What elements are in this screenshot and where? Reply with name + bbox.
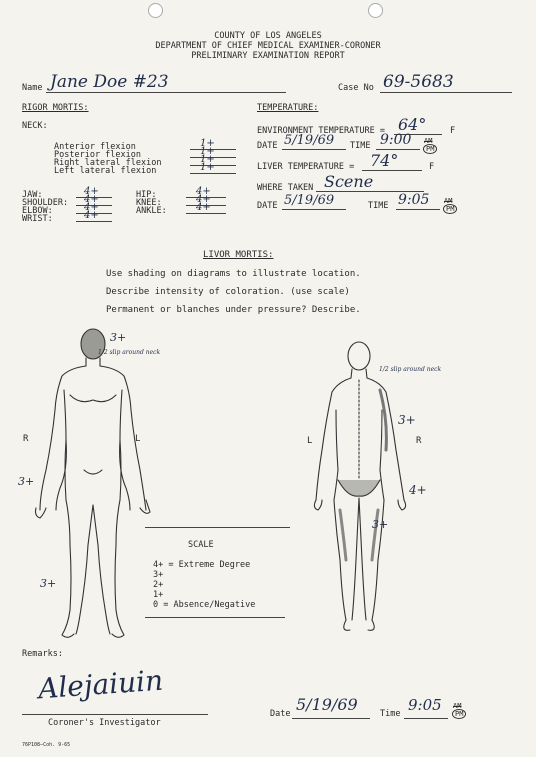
back-buttock-shading [338,480,380,496]
scale-row-4: 4+ = Extreme Degree [153,560,251,570]
livor-instruction-2: Describe intensity of coloration. (use scale) [106,287,350,297]
front-arm-note: 3+ [18,475,35,488]
neck-anterior-value: 1+ [200,138,215,149]
livor-title: LIVOR MORTIS: [203,250,274,260]
livor-instruction-3: Permanent or blanches under pressure? Describe. [106,305,361,315]
neck-right-lateral-label: Right lateral flexion [54,158,162,168]
liver-temp-label: LIVER TEMPERATURE = [257,162,355,172]
knee-label: KNEE: [136,198,162,208]
elbow-value: 4+ [84,202,99,213]
env-temp-unit: F [450,126,456,136]
time1-am: AM [424,137,433,145]
back-neck-note: 1/2 slip around neck [379,366,442,373]
time2-pm: PM [443,204,457,214]
scale-row-1: 1+ [153,590,164,600]
footer-am: AM [453,702,462,710]
knee-value: 4+ [196,194,211,205]
neck-label: NECK: [22,121,48,131]
where-taken-label: WHERE TAKEN [257,183,314,193]
footer-date-label: Date [270,709,291,719]
neck-right-lateral-value: 1+ [200,154,215,165]
scale-row-3: 3+ [153,570,164,580]
back-back-note: 3+ [398,413,416,427]
time1-pm: PM [423,144,437,154]
name-value: Jane Doe #23 [50,72,169,92]
time2-label: TIME [368,201,389,211]
ankle-label: ANKLE: [136,206,167,216]
header-department: DEPARTMENT OF CHIEF MEDICAL EXAMINER-CORONER [155,41,381,51]
env-temp-value: 64° [398,115,427,134]
front-head-note: 3+ [110,331,127,344]
rigor-title: RIGOR MORTIS: [22,103,89,113]
front-l-label: L [135,434,141,444]
livor-instruction-1: Use shading on diagrams to illustrate location. [106,269,361,279]
date1-label: DATE [257,141,278,151]
time2-value: 9:05 [398,192,430,208]
investigator-signature: Alejaiuin [37,663,165,706]
where-taken-value: Scene [324,172,374,191]
elbow-label: ELBOW: [22,206,53,216]
jaw-label: JAW: [22,190,43,200]
case-value: 69-5683 [383,72,454,92]
wrist-value: 4+ [84,210,99,221]
shoulder-label: SHOULDER: [22,198,69,208]
footer-time-label: Time [380,709,401,719]
neck-posterior-value: 1+ [200,146,215,157]
neck-left-lateral-value: 1+ [200,162,215,173]
liver-temp-unit: F [429,162,435,172]
scale-title: SCALE [188,540,214,550]
hip-label: HIP: [136,190,157,200]
hip-value: 4+ [196,186,211,197]
front-neck-note: 1/2 slip around neck [98,349,161,356]
front-r-label: R [23,434,29,444]
liver-temp-value: 74° [370,151,399,170]
scale-row-0: 0 = Absence/Negative [153,600,256,610]
date2-label: DATE [257,201,278,211]
name-label: Name [22,83,43,93]
form-code: 76P108—Coh. 9-65 [22,742,71,748]
date1-value: 5/19/69 [284,133,335,148]
footer-date-value: 5/19/69 [296,695,358,714]
back-r-label: R [416,436,422,446]
remarks-label: Remarks: [22,649,63,659]
header-county: COUNTY OF LOS ANGELES [214,31,322,41]
time1-label: TIME [350,141,371,151]
env-temp-label: ENVIRONMENT TEMPERATURE = [257,126,385,136]
investigator-label: Coroner's Investigator [48,718,161,728]
back-l-label: L [307,436,313,446]
time1-value: 9:00 [380,132,412,148]
neck-left-lateral-label: Left lateral flexion [54,166,157,176]
wrist-label: WRIST: [22,214,53,224]
date2-value: 5/19/69 [284,193,335,208]
footer-time-value: 9:05 [408,696,442,714]
header-report-title: PRELIMINARY EXAMINATION REPORT [191,51,345,61]
shoulder-value: 4+ [84,194,99,205]
time2-am: AM [444,197,453,205]
back-thigh-note: 3+ [372,518,389,531]
front-leg-note: 3+ [40,577,57,590]
neck-anterior-label: Anterior flexion [54,142,136,152]
case-label: Case No [338,83,374,93]
ankle-value: 4+ [196,202,211,213]
temperature-title: TEMPERATURE: [257,103,319,113]
back-hip-note: 4+ [409,483,427,497]
jaw-value: 4+ [84,186,99,197]
neck-posterior-label: Posterior flexion [54,150,141,160]
footer-pm: PM [452,709,466,719]
scale-row-2: 2+ [153,580,164,590]
